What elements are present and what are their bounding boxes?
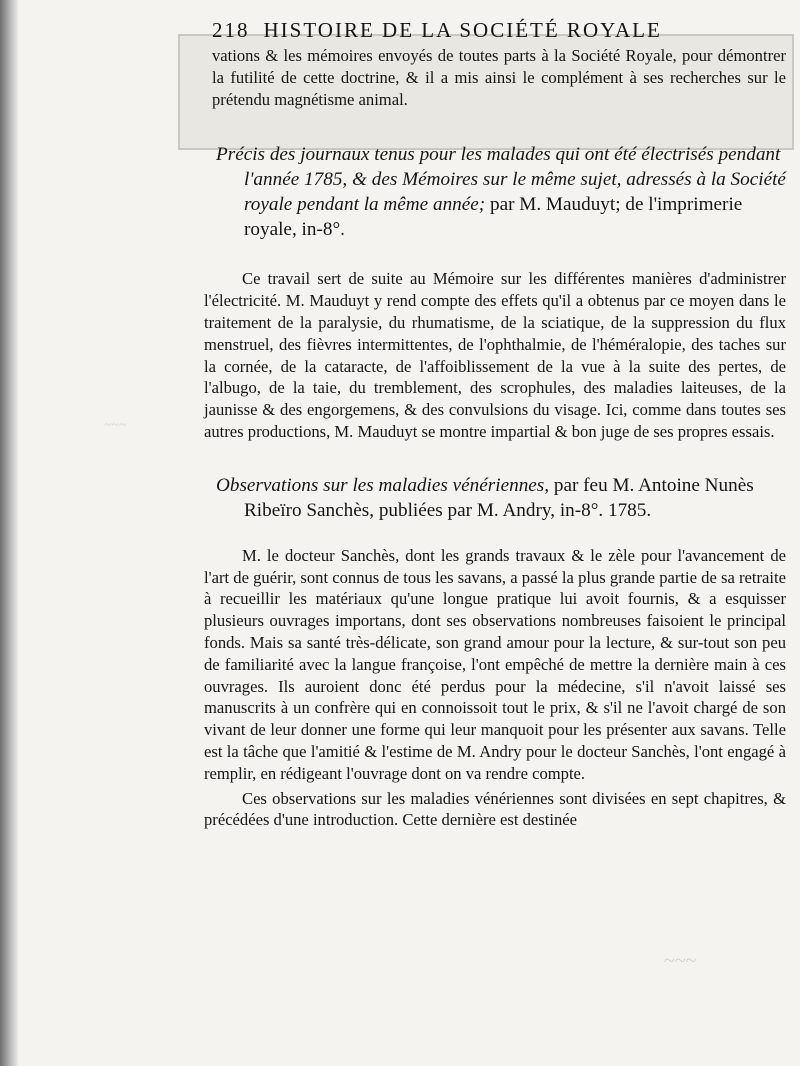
running-header bbox=[212, 18, 786, 43]
entry-title-mauduyt bbox=[204, 142, 786, 242]
show-through-text: ~~~ bbox=[664, 950, 697, 972]
show-through-marginalia: ~~~ bbox=[104, 418, 127, 433]
entry-title-imprint: par feu M. Antoine Nunès Ribeïro Sanchès, publiées par M. Andry, in-8°. 1785. bbox=[244, 474, 754, 521]
running-head-title: HISTOIRE DE LA SOCIÉTÉ ROYALE bbox=[263, 18, 662, 42]
page-number: 218 bbox=[212, 18, 250, 42]
entry-paragraph: M. le docteur Sanchès, dont les grands travaux & le zèle pour l'avancement de l'art de guérir, sont connus de tous les savans, a passé la plus grande partie de sa retraite à recueillir les matériaux qu'une longue pratique lui avoit fournis, & a esquisser plusieurs ouvrages importans, dont ses observations nombreuses faisoient le principal fonds. Mais sa santé très-délicate, son grand amour pour la lecture, & sur-tout son peu de familiarité avec la langue françoise, l'ont empêché de mettre la dernière main à ces ouvrages. Ils auroient donc été perdus pour la médecine, s'il n'avoit laissé ses manuscrits à un confrère qui en connoissoit tout le prix, & s'il ne l'avoit chargé de son vivant de leur donner une forme qui leur manquoit pour les présenter aux savans. Telle est la tâche que l'amitié & l'estime de M. Andry pour le docteur Sanchès, l'ont engagé à remplir, en rédigeant l'ouvrage dont on va rendre compte. bbox=[204, 545, 786, 783]
entry-title-italic: Précis des journaux tenus pour les malades qui ont été électrisés pendant l'année 1785, & des Mémoires sur le même sujet, adressés à la Société royale pendant la même année; bbox=[216, 144, 786, 216]
page-gutter-shadow bbox=[0, 0, 18, 1066]
page-content bbox=[204, 18, 786, 831]
entry-title-imprint: par M. Mauduyt; de l'imprimerie royale, in-8°. bbox=[244, 194, 743, 241]
continued-paragraph: vations & les mémoires envoyés de toutes parts à la Société Royale, pour démontrer la futilité de cette doctrine, & il a mis ainsi le complément à ses recherches sur le prétendu magnétisme animal. bbox=[212, 46, 786, 109]
entry-title-sanches bbox=[204, 473, 786, 523]
entry-paragraph: Ce travail sert de suite au Mémoire sur les différentes manières d'administrer l'électricité. M. Mauduyt y rend compte des effets qu'il a obtenus par ce moyen dans le traitement de la paralysie, du rhumatisme, de la sciatique, de la suppression du flux menstruel, des fièvres intermittentes, de l'ophthalmie, de l'héméralopie, des taches sur la cornée, de la cataracte, de l'affoiblissement de la vue à la suite des pertes, de l'albugo, de la taie, du tremblement, des scrophules, des maladies laiteuses, de la jaunisse & des engorgemens, & des convulsions du visage. Ici, comme dans toutes ses autres productions, M. Mauduyt se montre impartial & bon juge de ses propres essais. bbox=[204, 269, 786, 441]
entry-paragraph: Ces observations sur les maladies vénériennes sont divisées en sept chapitres, & précédées d'une introduction. Cette dernière est destinée bbox=[204, 788, 786, 830]
entry-title-italic: Observations sur les maladies vénériennes, bbox=[216, 474, 550, 496]
